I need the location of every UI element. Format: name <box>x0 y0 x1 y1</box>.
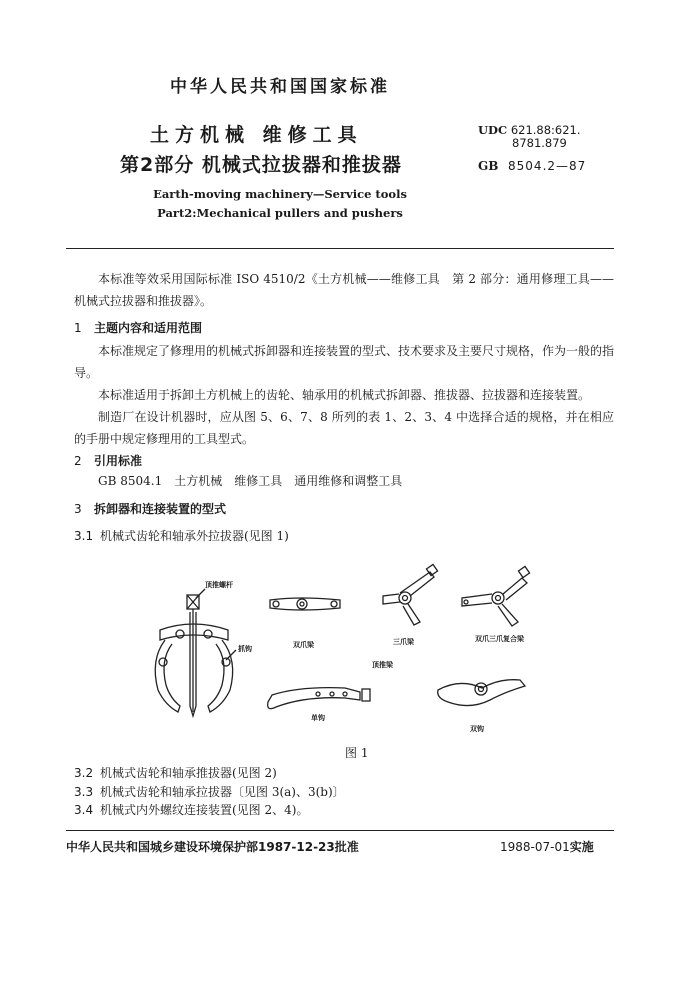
clause-3-2-text: 机械式齿轮和轴承推拔器(见图 2) <box>100 766 277 780</box>
english-title-1: Earth-moving machinery—Service tools <box>153 187 407 201</box>
clause-3-3-number: 3.3 <box>74 785 94 799</box>
clause-3-4 <box>74 801 308 818</box>
clause-3-1-number: 3.1 <box>74 529 94 543</box>
footer-issuer: 中华人民共和国城乡建设环境保护部1987-12-23批准 <box>66 840 359 854</box>
clause-3-2-number: 3.2 <box>74 766 94 780</box>
clause-3-3 <box>74 783 345 800</box>
english-title-2: Part2:Mechanical pullers and pushers <box>157 206 403 220</box>
clause-3-4-text: 机械式内外螺纹连接装置(见图 2、4)。 <box>100 803 309 817</box>
section-1-para-1: 本标准规定了修理用的机械式拆卸器和连接装置的型式、技术要求及主要尺寸规格，作为一般的指导。 <box>74 344 615 380</box>
gb-code: 8504.2—87 <box>508 159 587 173</box>
label-two-claw: 双爪梁 <box>293 641 314 649</box>
footer-impl-label: 实施 <box>569 840 594 854</box>
gb-number <box>478 159 586 173</box>
footer-date: 1988-07-01 <box>500 840 570 854</box>
label-single-hook: 单钩 <box>311 714 325 722</box>
udc-label: UDC <box>478 123 508 137</box>
gb-label: GB <box>478 159 499 173</box>
label-push-beam: 顶推梁 <box>372 661 393 669</box>
section-3-title: 拆卸器和连接装置的型式 <box>94 502 227 516</box>
standard-header: 中华人民共和国国家标准 <box>170 77 390 97</box>
header-divider <box>66 248 614 249</box>
double-hook-drawing <box>438 680 525 706</box>
three-claw-beam-drawing <box>383 564 438 625</box>
section-1-title: 主题内容和适用范围 <box>94 321 203 335</box>
section-3-number: 3 <box>74 502 82 516</box>
label-double-hook: 双钩 <box>470 725 484 733</box>
clause-3-2 <box>74 764 277 781</box>
clause-3-4-number: 3.4 <box>74 803 94 817</box>
label-hook: 抓钩 <box>238 645 252 653</box>
section-1-para-3: 制造厂在设计机器时，应从图 5、6、7、8 所列的表 1、2、3、4 中选择合适的规格，并在相应的手册中规定修理用的工具型式。 <box>74 410 614 446</box>
intro-paragraph: 本标准等效采用国际标准 ISO 4510/2《土方机械——维修工具 第 2 部分：通用修理工具——机械式拉拔器和推拔器》。 <box>74 272 614 308</box>
udc-classification <box>478 124 581 150</box>
label-three-claw: 三爪梁 <box>393 638 414 646</box>
clause-3-1 <box>74 527 289 544</box>
section-2-title: 引用标准 <box>94 454 143 468</box>
section-1-number: 1 <box>74 321 82 335</box>
combo-claw-beam-drawing <box>462 566 530 626</box>
title-line2: 第2部分 机械式拉拔器和推拔器 <box>120 154 402 176</box>
section-1-heading <box>74 319 202 336</box>
figure-1-caption: 图 1 <box>345 746 369 760</box>
clause-3-1-text: 机械式齿轮和轴承外拉拔器(见图 1) <box>100 529 289 543</box>
single-hook-drawing <box>268 688 370 709</box>
clause-3-3-text: 机械式齿轮和轴承拉拔器〔见图 3(a)、3(b)〕 <box>100 785 345 799</box>
section-2-number: 2 <box>74 454 82 468</box>
footer-implementation <box>500 838 594 855</box>
footer-divider <box>66 830 614 831</box>
section-2-heading <box>74 452 142 469</box>
external-puller-drawing <box>155 595 232 716</box>
section-1-para-2: 本标准适用于拆卸土方机械上的齿轮、轴承用的机械式拆卸器、推拔器、拉拔器和连接装置。 <box>98 388 591 402</box>
label-combo: 双爪三爪复合梁 <box>475 635 524 643</box>
udc-line1: 621.88:621. <box>510 123 581 137</box>
section-3-heading <box>74 500 226 517</box>
title-line1: 土方机械 维修工具 <box>150 124 363 146</box>
two-claw-beam-drawing <box>270 598 340 610</box>
section-2-reference: GB 8504.1 土方机械 维修工具 通用维修和调整工具 <box>98 474 403 488</box>
udc-line2: 8781.879 <box>512 136 567 150</box>
label-screw: 顶推螺杆 <box>205 581 233 589</box>
